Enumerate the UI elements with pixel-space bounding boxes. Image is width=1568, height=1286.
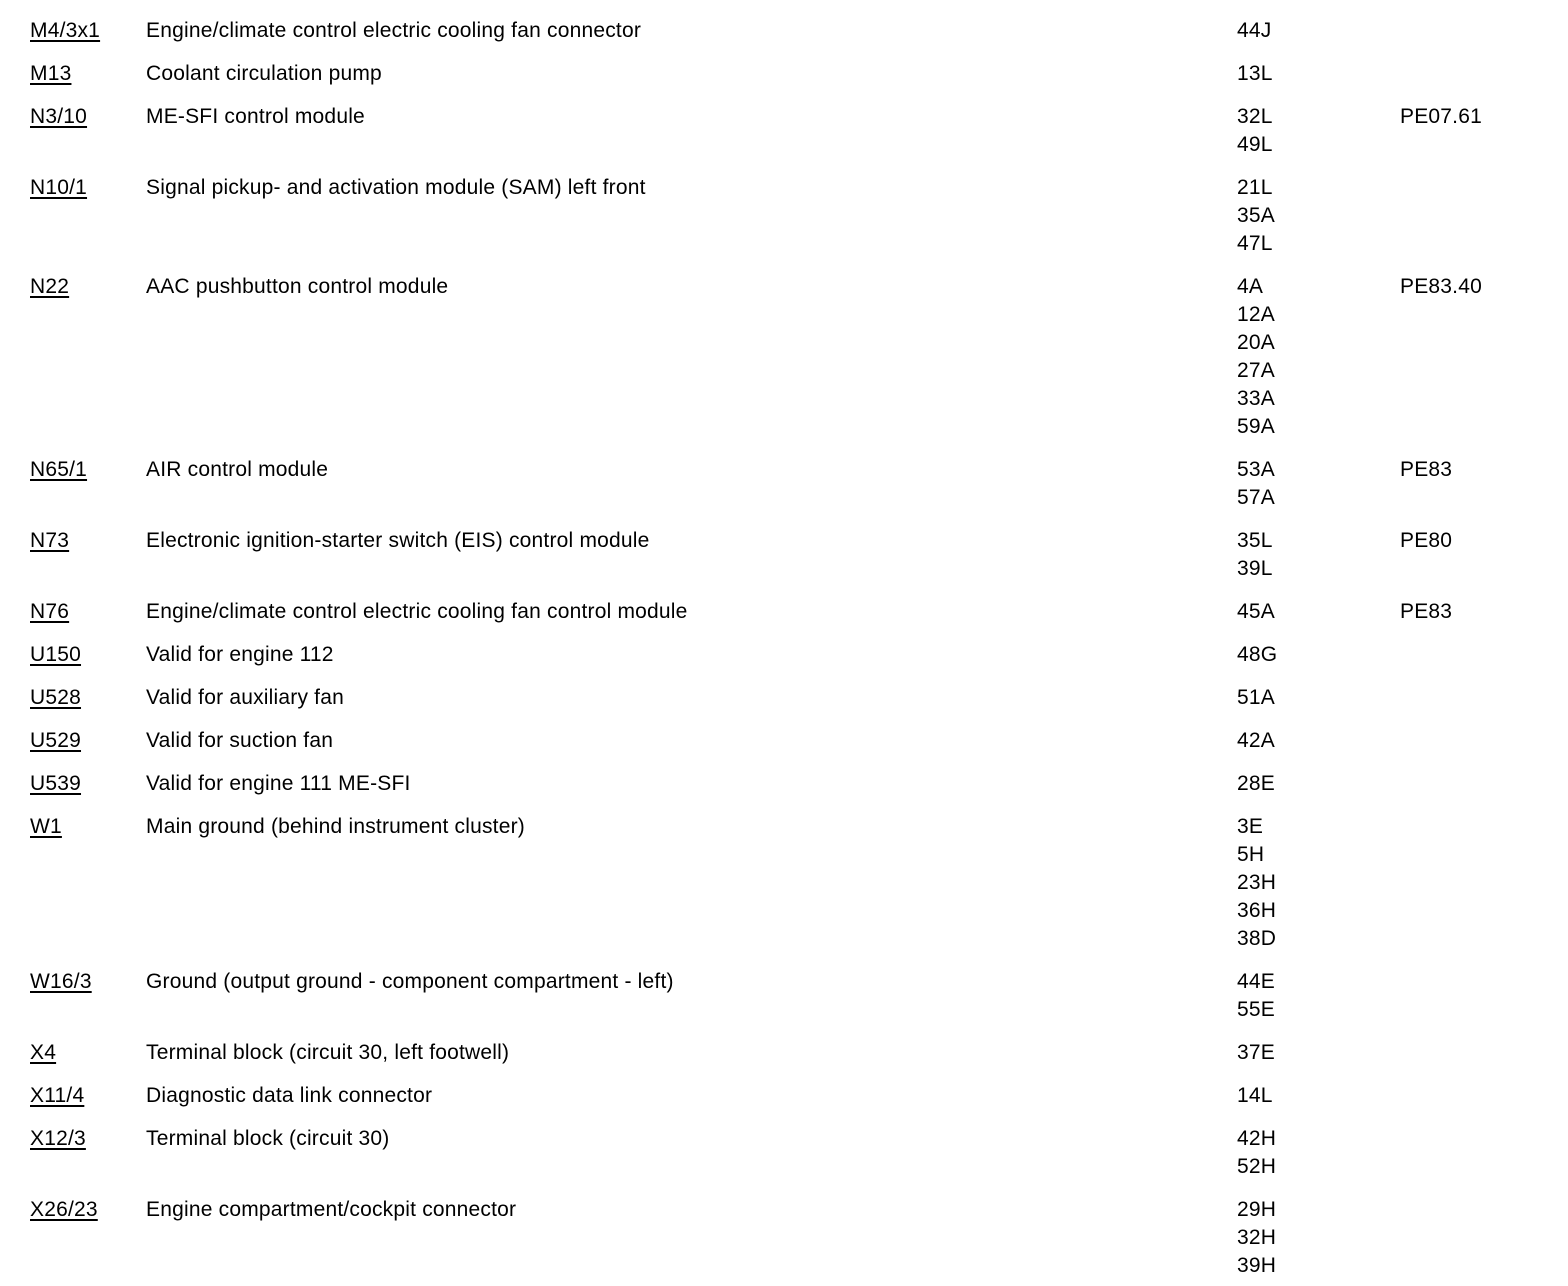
component-code-link[interactable]: M4/3x1 [30, 19, 101, 42]
pe-diagram-reference [1400, 1196, 1568, 1280]
component-code-cell [30, 527, 146, 583]
grid-reference-list [1237, 1196, 1400, 1280]
component-code-link[interactable]: N73 [30, 529, 70, 552]
component-description: Ground (output ground - component compartment - left) [146, 970, 674, 993]
pe-diagram-reference [1400, 684, 1568, 712]
component-description: AAC pushbutton control module [146, 275, 449, 298]
grid-reference-list [1237, 684, 1400, 712]
component-description: Engine/climate control electric cooling fan connector [146, 19, 642, 42]
component-code-cell [30, 968, 146, 1024]
pe-diagram-reference [1400, 174, 1568, 258]
grid-reference: 49L [1237, 133, 1273, 156]
pe-diagram-reference: PE80 [1400, 529, 1453, 552]
component-code-cell [30, 1082, 146, 1110]
component-code-link[interactable]: X12/3 [30, 1127, 86, 1150]
pe-diagram-reference: PE83 [1400, 458, 1453, 481]
table-row [0, 968, 1568, 1024]
grid-reference: 21L [1237, 176, 1273, 199]
table-row [0, 1125, 1568, 1181]
pe-diagram-reference [1400, 1082, 1568, 1110]
grid-reference-list [1237, 727, 1400, 755]
table-row [0, 641, 1568, 669]
grid-reference: 27A [1237, 359, 1275, 382]
grid-reference-list [1237, 17, 1400, 45]
table-row [0, 598, 1568, 626]
pe-diagram-reference [1400, 770, 1568, 798]
grid-reference: 12A [1237, 303, 1275, 326]
component-description: Terminal block (circuit 30, left footwell) [146, 1041, 510, 1064]
component-code-cell [30, 598, 146, 626]
component-code-cell [30, 813, 146, 953]
grid-reference: 45A [1237, 600, 1275, 623]
pe-diagram-reference: PE07.61 [1400, 105, 1482, 128]
grid-reference: 35A [1237, 204, 1275, 227]
grid-reference: 4A [1237, 275, 1264, 298]
component-code-link[interactable]: N65/1 [30, 458, 88, 481]
grid-reference: 5H [1237, 843, 1265, 866]
pe-diagram-reference [1400, 1039, 1568, 1067]
table-row [0, 174, 1568, 258]
pe-diagram-reference [1400, 60, 1568, 88]
grid-reference: 53A [1237, 458, 1275, 481]
component-code-link[interactable]: N3/10 [30, 105, 88, 128]
component-code-cell [30, 174, 146, 258]
component-description: Engine compartment/cockpit connector [146, 1198, 517, 1221]
component-description: Main ground (behind instrument cluster) [146, 815, 525, 838]
grid-reference: 14L [1237, 1084, 1273, 1107]
component-description: Diagnostic data link connector [146, 1084, 433, 1107]
component-description: Valid for engine 111 ME-SFI [146, 772, 411, 795]
grid-reference: 57A [1237, 486, 1275, 509]
table-row [0, 273, 1568, 441]
grid-reference-list [1237, 1125, 1400, 1181]
component-code-link[interactable]: W1 [30, 815, 62, 838]
component-description: ME-SFI control module [146, 105, 365, 128]
component-code-link[interactable]: U529 [30, 729, 82, 752]
grid-reference: 38D [1237, 927, 1277, 950]
table-row [0, 1196, 1568, 1280]
grid-reference-list [1237, 968, 1400, 1024]
component-code-link[interactable]: U150 [30, 643, 82, 666]
table-row [0, 527, 1568, 583]
component-code-cell [30, 770, 146, 798]
pe-diagram-reference [1400, 968, 1568, 1024]
component-code-cell [30, 103, 146, 159]
grid-reference-list [1237, 456, 1400, 512]
grid-reference: 42H [1237, 1127, 1277, 1150]
component-description: AIR control module [146, 458, 329, 481]
component-code-link[interactable]: N76 [30, 600, 70, 623]
pe-diagram-reference: PE83 [1400, 600, 1453, 623]
table-row [0, 770, 1568, 798]
grid-reference-list [1237, 60, 1400, 88]
component-description: Signal pickup- and activation module (SAM) left front [146, 176, 646, 199]
grid-reference: 29H [1237, 1198, 1277, 1221]
grid-reference-list [1237, 598, 1400, 626]
component-description: Terminal block (circuit 30) [146, 1127, 390, 1150]
grid-reference: 13L [1237, 62, 1273, 85]
grid-reference: 52H [1237, 1155, 1277, 1178]
table-row [0, 727, 1568, 755]
grid-reference-list [1237, 527, 1400, 583]
grid-reference-list [1237, 273, 1400, 441]
component-code-link[interactable]: N10/1 [30, 176, 88, 199]
grid-reference: 59A [1237, 415, 1275, 438]
component-description: Coolant circulation pump [146, 62, 382, 85]
component-code-link[interactable]: X26/23 [30, 1198, 98, 1221]
table-row [0, 103, 1568, 159]
grid-reference: 3E [1237, 815, 1264, 838]
component-code-cell [30, 60, 146, 88]
pe-diagram-reference: PE83.40 [1400, 275, 1482, 298]
table-row [0, 60, 1568, 88]
component-code-cell [30, 1039, 146, 1067]
pe-diagram-reference [1400, 17, 1568, 45]
component-code-cell [30, 273, 146, 441]
grid-reference: 42A [1237, 729, 1275, 752]
component-code-link[interactable]: U528 [30, 686, 82, 709]
component-code-link[interactable]: W16/3 [30, 970, 92, 993]
component-code-cell [30, 1125, 146, 1181]
component-table [0, 17, 1568, 1280]
grid-reference: 48G [1237, 643, 1278, 666]
table-row [0, 684, 1568, 712]
pe-diagram-reference [1400, 727, 1568, 755]
grid-reference: 51A [1237, 686, 1275, 709]
grid-reference: 28E [1237, 772, 1275, 795]
grid-reference: 33A [1237, 387, 1275, 410]
component-code-link[interactable]: X4 [30, 1041, 57, 1064]
grid-reference: 55E [1237, 998, 1275, 1021]
component-description: Valid for suction fan [146, 729, 334, 752]
table-row [0, 1082, 1568, 1110]
grid-reference: 44E [1237, 970, 1275, 993]
grid-reference: 23H [1237, 871, 1277, 894]
grid-reference-list [1237, 813, 1400, 953]
table-row [0, 456, 1568, 512]
component-code-cell [30, 456, 146, 512]
table-row [0, 17, 1568, 45]
component-code-cell [30, 17, 146, 45]
grid-reference-list [1237, 770, 1400, 798]
component-code-cell [30, 641, 146, 669]
component-description: Valid for engine 112 [146, 643, 334, 666]
component-description: Engine/climate control electric cooling fan control module [146, 600, 688, 623]
table-row [0, 1039, 1568, 1067]
grid-reference: 32L [1237, 105, 1273, 128]
table-row [0, 813, 1568, 953]
component-code-cell [30, 684, 146, 712]
component-description: Valid for auxiliary fan [146, 686, 344, 709]
grid-reference: 37E [1237, 1041, 1275, 1064]
pe-diagram-reference [1400, 641, 1568, 669]
component-code-link[interactable]: U539 [30, 772, 82, 795]
grid-reference: 36H [1237, 899, 1277, 922]
pe-diagram-reference [1400, 813, 1568, 953]
grid-reference: 39L [1237, 557, 1273, 580]
grid-reference-list [1237, 103, 1400, 159]
grid-reference: 47L [1237, 232, 1273, 255]
grid-reference-list [1237, 1082, 1400, 1110]
grid-reference: 32H [1237, 1226, 1277, 1249]
grid-reference-list [1237, 641, 1400, 669]
grid-reference-list [1237, 1039, 1400, 1067]
grid-reference: 39H [1237, 1254, 1277, 1277]
component-description: Electronic ignition-starter switch (EIS) control module [146, 529, 650, 552]
grid-reference: 44J [1237, 19, 1272, 42]
component-code-cell [30, 727, 146, 755]
grid-reference: 35L [1237, 529, 1273, 552]
component-code-link[interactable]: N22 [30, 275, 70, 298]
component-code-cell [30, 1196, 146, 1280]
component-code-link[interactable]: X11/4 [30, 1084, 85, 1107]
pe-diagram-reference [1400, 1125, 1568, 1181]
component-code-link[interactable]: M13 [30, 62, 72, 85]
grid-reference: 20A [1237, 331, 1275, 354]
grid-reference-list [1237, 174, 1400, 258]
